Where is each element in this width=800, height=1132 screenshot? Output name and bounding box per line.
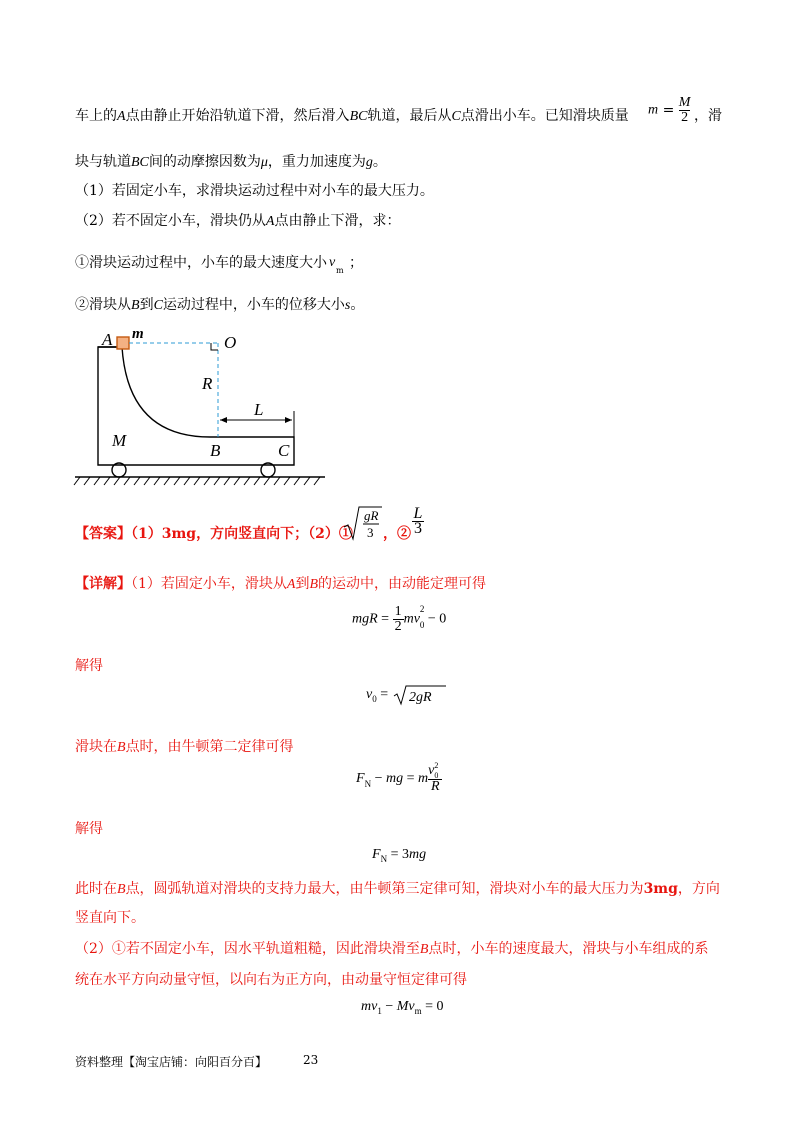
- answer-line: 【答案】（1）3mg，方向竖直向下；（2）①: [75, 526, 353, 542]
- equation-FN: $F_N = 3mg$: [372, 847, 427, 864]
- equation-energy: mgR = $\frac{1}{2}$ mv 2 $_0$ − 0: [352, 603, 447, 634]
- label-L: L: [254, 400, 264, 419]
- cart-body: [98, 347, 294, 465]
- intro-line-1: 车上的A点由静止开始沿轨道下滑，然后滑入BC轨道，最后从C点滑出小车。已知滑块质量: [75, 108, 629, 124]
- mass-equation: m = $\frac{M}{2}$: [648, 95, 691, 125]
- label-C: C: [278, 441, 290, 460]
- intro-line-2: 块与轨道BC间的动摩擦因数为μ，重力加速度为g。: [75, 154, 387, 170]
- question-1: （1）若固定小车，求滑块运动过程中对小车的最大压力。: [75, 183, 434, 199]
- equation-momentum: $mv_1 - Mv_m = 0$: [361, 999, 444, 1016]
- answer-sep: ，②: [383, 526, 411, 542]
- question-2-part-2: ②滑块从B到C运动过程中，小车的位移大小s。: [75, 297, 365, 313]
- label-M: M: [112, 431, 127, 450]
- question-2-part-1: ①滑块运动过程中，小车的最大速度大小 v m ；: [75, 255, 363, 275]
- solve-1: 解得: [75, 658, 103, 674]
- right-angle-mark: [211, 343, 218, 350]
- ground-hatch: [74, 477, 320, 485]
- cart-track-figure: [70, 325, 330, 490]
- label-B: B: [210, 441, 221, 460]
- svg-text:2gR: 2gR: [408, 690, 432, 705]
- equation-newton: $F_N$ − mg = m $\frac{v_0^2}{R}$: [356, 764, 442, 794]
- detail-line-2: 滑块在B点时，由牛顿第二定律可得: [75, 739, 294, 755]
- detail-line-1: 【详解】（1）若固定小车，滑块从A到B的运动中，由动能定理可得: [75, 576, 487, 592]
- label-m: m: [132, 326, 144, 342]
- solve-2: 解得: [75, 821, 103, 837]
- label-R: R: [202, 374, 213, 393]
- detail-line-4b: 统在水平方向动量守恒，以向右为正方向，由动量守恒定律可得: [75, 972, 467, 988]
- question-2: （2）若不固定小车，滑块仍从A点由静止下滑，求：: [75, 213, 401, 229]
- answer-sqrt: [342, 505, 382, 547]
- sqrt-gR-over-3: [342, 505, 382, 543]
- label-O: O: [224, 333, 237, 352]
- block-m: [117, 337, 129, 349]
- footer-source: 资料整理【淘宝店铺：向阳百分百】: [75, 1055, 268, 1069]
- label-A: A: [102, 330, 113, 349]
- svg-text:3: 3: [367, 525, 374, 540]
- svg-text:gR: gR: [364, 508, 379, 523]
- answer-L-over-3: $\frac{L}{3}$: [413, 505, 423, 537]
- intro-line-1-end: ，滑: [694, 108, 722, 124]
- detail-line-3b: 竖直向下。: [75, 910, 145, 926]
- detail-line-4: （2）①若不固定小车，因水平轨道粗糙，因此滑块滑至B点时，小车的速度最大，滑块与小车组成的系: [75, 941, 709, 957]
- equation-v0: $v_0$ = 2gR: [366, 684, 447, 706]
- detail-line-3: 此时在B点，圆弧轨道对滑块的支持力最大，由牛顿第三定律可知，滑块对小车的最大压力为3mg，方向: [75, 881, 720, 897]
- page-number: 23: [303, 1053, 319, 1067]
